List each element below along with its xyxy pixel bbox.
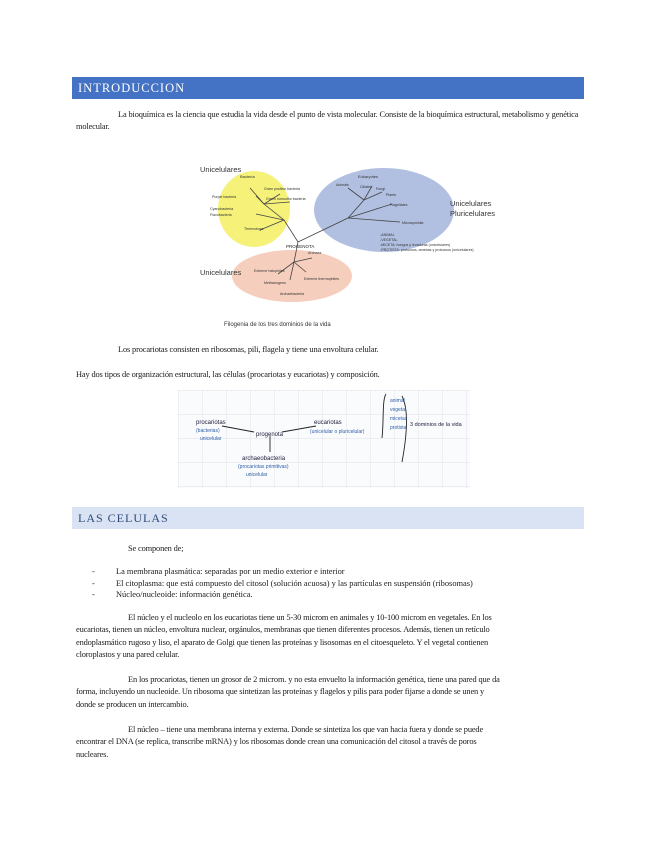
label-unicelulares-top: Unicelulares [200, 165, 242, 174]
bacteria-purple: Purple bacteria [212, 195, 237, 199]
paragraph-nucleo-line-2: eucariotas, tienen un núcleo, envoltura nuclear, orgánulos, membranas que tienen diferentes procesos. Además, tienen un retículo [76, 625, 490, 635]
label-unicelulares-right: Unicelulares [450, 199, 492, 208]
list-item-nucleo: - Núcleo/nucleoide: información genética. [92, 589, 473, 601]
kingdom-animal: -ANIMAL [380, 233, 395, 237]
archaea-halophiles: Extreme halophiles [254, 269, 285, 273]
section-heading-las-celulas: LAS CELULAS [72, 507, 584, 529]
paragraph-membrana-line-1: El núcleo – tiene una membrana interna y externa. Donde se sintetiza los que van hacia fuera y donde se puede [128, 725, 484, 734]
paragraph-membrana-line-2: encontrar el DNA (se replica, transcribe mRNA) y los ribosomas donde crean una comunicación del citosol a través de poros [76, 737, 477, 747]
paragraph-nucleo-line-1: El núcleo y el nucleolo en los eucariotas tiene un 5-30 microm en animales y 10-100 microm en vegetales. En los [128, 613, 492, 622]
phylogeny-figure [194, 148, 510, 332]
sketch-reino-vegetal: vegetal [390, 407, 407, 413]
paragraph-nucleo-line-3: endoplasmático rugoso y liso, el aparato de Golgi que tienen las proteínas y lisosomas en el citoesqueleto. Y el vegetal contienen [76, 637, 489, 647]
archaea-title: Archaea [308, 251, 322, 255]
classification-sketch [178, 390, 470, 488]
cells-intro: Se componen de; [128, 544, 184, 553]
bacteria-green: Green nonsulfur bacteria [266, 197, 306, 201]
paragraph-procariotas-line-1: En los procariotas, tienen un grosor de 2 microm. y no esta envuelto la información genética, tiene una pared que da [128, 675, 500, 684]
sketch-eucariotas-sub: (unicelular o pluricelular) [310, 429, 365, 435]
sketch-progenota: progenota [256, 432, 284, 438]
sketch-reino-animal: animal [390, 398, 405, 404]
intro-paragraph-2: Los procariotas consisten en ribosomas, pili, flagela y tiene una envoltura celular. [118, 345, 379, 354]
eukarya-microsporidia: Microsporidia [402, 221, 424, 225]
label-unicelulares-bottom: Unicelulares [200, 268, 242, 277]
bacteria-thermotoga: Thermotoga [244, 227, 264, 231]
section-heading-introduccion: INTRODUCCION [72, 77, 584, 99]
paragraph-procariotas-line-3: donde se producen un intercambio. [76, 699, 189, 709]
bacteria-cyano: Cyanobacteria [210, 207, 234, 211]
sketch-archaeo-sub: (procariotas primitivas) [238, 464, 289, 470]
sketch-archaeobacteria: archaeobacteria [242, 456, 286, 462]
bacteria-title: Bacteria [240, 174, 255, 179]
bacteria-flavo: Flavobacteria [210, 213, 232, 217]
sketch-procariotas: procariotas [196, 420, 226, 426]
eukarya-flagellates: Flagellates [390, 203, 408, 207]
sketch-reino-micetas: micetas [390, 416, 408, 422]
kingdom-miceta: -MICETA: hongos y levaduras (unicelulares) [380, 243, 451, 247]
label-progenota: PROGENOTA [286, 244, 315, 249]
intro-paragraph-1: La bioquímica es la ciencia que estudia la vida desde el punto de vista molecular. Consiste de la bioquímica estructural, metabolismo y genética molecular. [76, 110, 579, 132]
sketch-dominios: 3 dominios de la vida [410, 422, 462, 428]
eukarya-title: Eukaryotes [358, 174, 379, 179]
archaea-archaebacteria: Archaebacteria [280, 292, 305, 296]
paragraph-nucleo-line-4: cloroplastos y una pared celular. [76, 650, 180, 660]
sketch-procariotas-sub2: unicelular [200, 436, 222, 442]
sketch-reino-protista: protista [390, 425, 407, 431]
eukarya-plants: Plants [386, 193, 396, 197]
label-pluricelulares-right: Pluricelulares [450, 209, 496, 218]
kingdom-protista: -PROTISTA: protozoos, amebas y protozoos (unicelulares) [380, 248, 474, 252]
kingdom-vegetal: -VEGETAL [380, 238, 398, 242]
phylogeny-caption: Filogenia de los tres dominios de la vida [224, 322, 331, 328]
archaea-methanogens: Methanogens [264, 281, 286, 285]
sketch-eucariotas: eucariotas [314, 420, 342, 426]
intro-paragraph-3: Hay dos tipos de organización estructural, las células (procariotas y eucariotas) y composición. [76, 370, 380, 379]
cells-component-list [92, 566, 473, 601]
paragraph-procariotas-line-2: forma, incluyendo un nucleoide. Un ribosoma que sintetizan las proteínas y flagelos y pilis para poder fijarse a donde se unen y [76, 687, 485, 697]
sketch-procariotas-sub: (bacterias) [196, 428, 220, 434]
archaea-thermophiles: Extreme thermophiles [304, 277, 339, 281]
paragraph-procariotas [76, 674, 588, 711]
eukarya-fungi: Fungi [376, 187, 385, 191]
list-item-membrana: - La membrana plasmática: separadas por un medio exterior e interior [92, 566, 473, 578]
list-item-citoplasma: - El citoplasma: que está compuesto del citosol (solución acuosa) y las partículas en suspensión (ribosomas) [92, 578, 473, 590]
paragraph-nucleo-eucariotas [76, 612, 588, 662]
paragraph-nucleo-membrana [76, 724, 588, 761]
bacteria-gram: Gram positive bacteria [264, 187, 300, 191]
eukarya-animals: Animals [336, 183, 349, 187]
paragraph-membrana-line-3: nucleares. [76, 749, 109, 759]
eukarya-ciliates: Ciliates [360, 185, 372, 189]
sketch-archaeo-sub2: unicelular [246, 472, 268, 478]
